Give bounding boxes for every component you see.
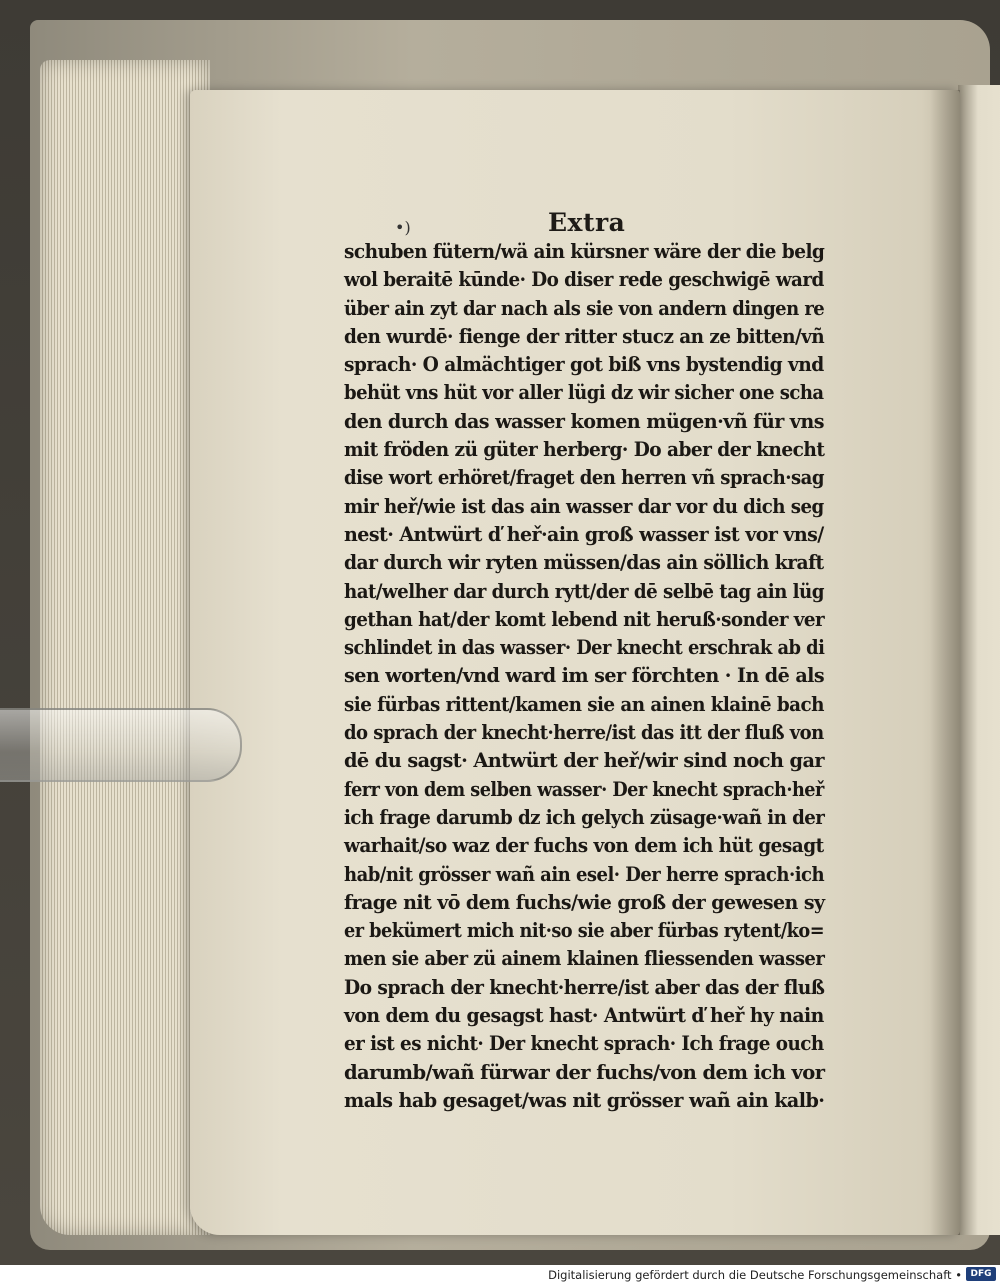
text-line: er bekümert mich nit·so sie aber fürbas rytent/ko= bbox=[344, 918, 825, 943]
text-line: nest· Antwürt ď heř·ain groß wasser ist vor vns/ bbox=[344, 521, 824, 546]
text-line: sen worten/vnd ward im ser förchten · In dē als bbox=[344, 663, 825, 688]
text-line: über ain zyt dar nach als sie von andern dingen re bbox=[344, 295, 825, 320]
text-line: schuben fütern/wä ain kürsner wäre der die belg bbox=[344, 239, 825, 263]
text-line: warhait/so waz der fuchs von dem ich hüt gesagt bbox=[344, 833, 824, 858]
text-line: sprach· O almächtiger got biß vns bystendig vnd bbox=[344, 352, 824, 377]
text-line: von dem du gesagst hast· Antwürt ď heř hy nain bbox=[344, 1003, 824, 1028]
text-line: hat/welher dar durch rytt/der dē selbē tag ain lüg bbox=[344, 578, 824, 603]
text-line: dar durch wir ryten müssen/das ain söllich kraft bbox=[344, 550, 824, 575]
text-line: Do sprach der knecht·herre/ist aber das der fluß bbox=[344, 974, 825, 999]
text-line: er ist es nicht· Der knecht sprach· Ich frage ouch bbox=[344, 1031, 824, 1056]
facing-page bbox=[958, 85, 1000, 1235]
text-line: men sie aber zü ainem klainen fliessenden wasser bbox=[344, 946, 825, 971]
spine-shadow bbox=[930, 90, 960, 1235]
text-line: den wurdē· fienge der ritter stucz an ze bitten/vñ bbox=[344, 323, 825, 348]
text-line: schlindet in das wasser· Der knecht erschrak ab di bbox=[344, 635, 825, 660]
funding-credit: Digitalisierung gefördert durch die Deutsche Forschungsgemeinschaft • bbox=[548, 1268, 962, 1282]
text-line: gethan hat/der komt lebend nit heruß·sonder ver bbox=[344, 606, 825, 631]
text-line: mals hab gesaget/was nit grösser wañ ain kalb· bbox=[344, 1087, 825, 1112]
text-line: ich frage darumb dz ich gelych züsage·wañ in der bbox=[344, 804, 825, 829]
running-head: Extra bbox=[548, 208, 626, 237]
text-line: wol beraitē kūnde· Do diser rede geschwigē ward bbox=[344, 267, 824, 292]
dfg-logo[interactable]: DFG bbox=[966, 1267, 996, 1281]
text-line: behüt vns hüt vor aller lügi dz wir sicher one scha bbox=[344, 380, 824, 405]
text-block bbox=[344, 237, 824, 1114]
text-line: dise wort erhöret/fraget den herren vñ sprach·sag bbox=[344, 465, 824, 490]
text-line: do sprach der knecht·herre/ist das itt der fluß von bbox=[344, 720, 824, 745]
text-line: den durch das wasser komen mügen·vñ für vns bbox=[344, 408, 824, 433]
text-line: mir heř/wie ist das ain wasser dar vor du dich seg bbox=[344, 493, 824, 518]
text-line: hab/nit grösser wañ ain esel· Der herre sprach·ich bbox=[344, 861, 825, 886]
page-edges bbox=[40, 60, 210, 1235]
text-line: ferr von dem selben wasser· Der knecht sprach·heř bbox=[344, 776, 824, 801]
page-clip bbox=[0, 708, 242, 782]
text-line: frage nit vō dem fuchs/wie groß der gewesen sy bbox=[344, 889, 825, 914]
text-line: mit fröden zü güter herberg· Do aber der knecht bbox=[344, 437, 825, 462]
text-line: dē du sagst· Antwürt der heř/wir sind noch gar bbox=[344, 748, 825, 773]
text-line: darumb/wañ fürwar der fuchs/von dem ich vor bbox=[344, 1059, 825, 1084]
header-mark: •) bbox=[395, 218, 411, 237]
text-line: sie fürbas rittent/kamen sie an ainen klainē bach bbox=[344, 691, 824, 716]
